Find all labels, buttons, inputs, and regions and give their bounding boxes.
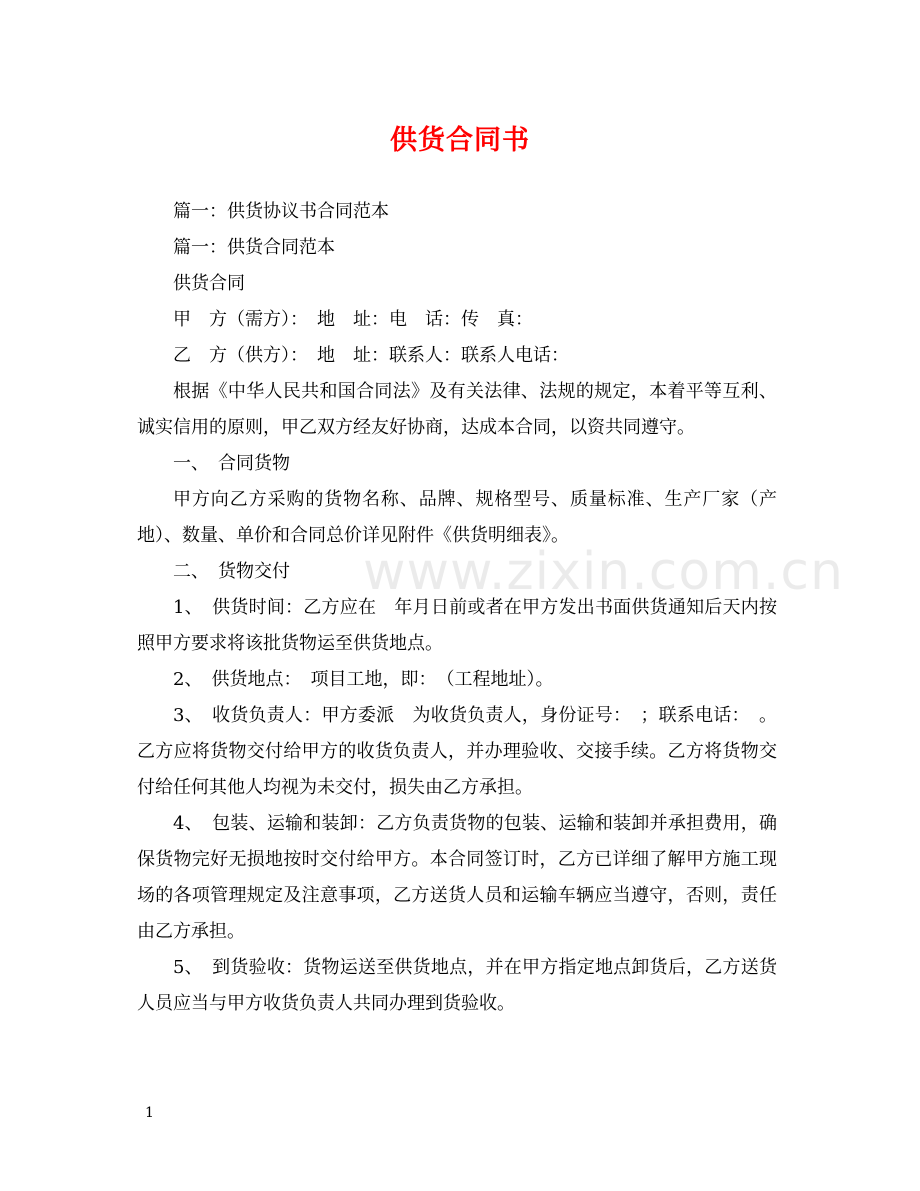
paragraph-8: 甲方向乙方采购的货物名称、品牌、规格型号、质量标准、生产厂家（产地）、数量、单价和合同总价详见附件《供货明细表》。 bbox=[137, 489, 777, 546]
paragraph-12: 3、 收货负责人：甲方委派 为收货负责人，身份证号： ；联系电话： 。乙方应将货物交付给甲方的收货负责人，并办理验收、交接手续。乙方将货物交付给任何其他人均视为未交付，损失由乙方承担。 bbox=[137, 705, 777, 798]
paragraph-2: 篇一：供货合同范本 bbox=[173, 237, 335, 258]
paragraph-13: 4、 包装、运输和装卸：乙方负责货物的包装、运输和装卸并承担费用，确保货物完好无损地按时交付给甲方。本合同签订时，乙方已详细了解甲方施工现场的各项管理规定及注意事项，乙方送货人员和运输车辆应当遵守，否则，责任由乙方承担。 bbox=[137, 813, 777, 942]
paragraph-3: 供货合同 bbox=[173, 273, 245, 294]
document-title: 供货合同书 bbox=[390, 125, 530, 156]
document-body bbox=[137, 194, 777, 1022]
paragraph-14: 5、 到货验收：货物运送至供货地点，并在甲方指定地点卸货后，乙方送货人员应当与甲方收货负责人共同办理到货验收。 bbox=[137, 957, 777, 1014]
page-number: 1 bbox=[145, 1105, 154, 1121]
watermark: www.zixin.com.cn bbox=[363, 542, 844, 602]
paragraph-5: 乙 方（供方）： 地 址：联系人：联系人电话： bbox=[173, 345, 569, 366]
paragraph-6: 根据《中华人民共和国合同法》及有关法律、法规的规定，本着平等互利、诚实信用的原则，甲乙双方经友好协商，达成本合同，以资共同遵守。 bbox=[137, 381, 777, 438]
paragraph-10: 1、 供货时间：乙方应在 年月日前或者在甲方发出书面供货通知后天内按照甲方要求将该批货物运至供货地点。 bbox=[137, 597, 777, 654]
paragraph-4: 甲 方（需方）： 地 址：电 话：传 真： bbox=[173, 309, 533, 330]
paragraph-9: 二、 货物交付 bbox=[173, 561, 290, 582]
paragraph-11: 2、 供货地点： 项目工地，即： （工程地址）。 bbox=[173, 669, 554, 690]
paragraph-1: 篇一：供货协议书合同范本 bbox=[173, 201, 389, 222]
paragraph-7: 一、 合同货物 bbox=[173, 453, 290, 474]
